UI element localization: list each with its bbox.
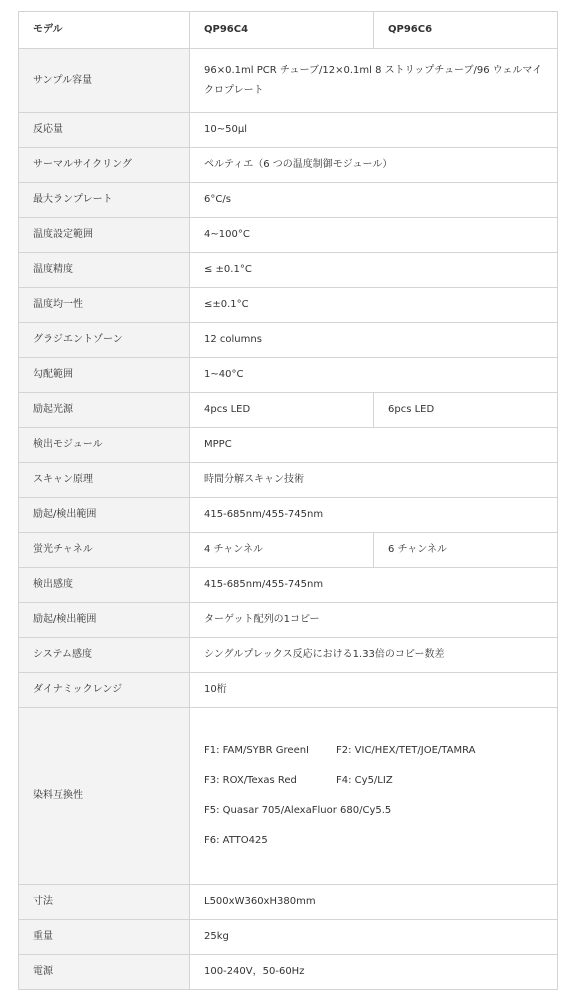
row-value: 10~50μl [190,113,558,148]
dye-line [204,831,557,851]
row-label: 温度設定範囲 [19,218,190,253]
table-row [19,463,558,498]
row-label: 電源 [19,955,190,990]
row-value: 10桁 [190,673,558,708]
table-row [19,638,558,673]
table-row [19,428,558,463]
header-label: モデル [19,12,190,49]
row-label: 励起光源 [19,393,190,428]
dye-entry: F5: Quasar 705/AlexaFluor 680/Cy5.5 [204,805,392,816]
table-row [19,920,558,955]
row-value: 100-240V，50-60Hz [190,955,558,990]
row-value: 96×0.1ml PCR チューブ/12×0.1ml 8 ストリップチューブ/96 ウェルマイクロプレート [190,49,558,113]
row-value: 12 columns [190,323,558,358]
table-row [19,253,558,288]
row-label: 蛍光チャネル [19,533,190,568]
model-header-c6: QP96C6 [374,12,558,49]
table-row [19,533,558,568]
row-value: L500xW360xH380mm [190,885,558,920]
row-value: ターゲット配列の1コピー [190,603,558,638]
row-label: 最大ランプレート [19,183,190,218]
table-row [19,955,558,990]
row-label: 温度精度 [19,253,190,288]
row-label: サーマルサイクリング [19,148,190,183]
table-row [19,673,558,708]
row-value: ≤±0.1°C [190,288,558,323]
table-row [19,113,558,148]
row-label: 検出モジュール [19,428,190,463]
row-label: 温度均一性 [19,288,190,323]
row-label: 寸法 [19,885,190,920]
table-row [19,49,558,113]
table-row [19,218,558,253]
table-row [19,568,558,603]
row-label: 重量 [19,920,190,955]
row-value: 1~40°C [190,358,558,393]
row-label: ダイナミックレンジ [19,673,190,708]
model-header-c4: QP96C4 [190,12,374,49]
row-label: サンプル容量 [19,49,190,113]
dye-entry: F2: VIC/HEX/TET/JOE/TAMRA [336,745,476,756]
table-row [19,393,558,428]
row-value: ≤ ±0.1°C [190,253,558,288]
dye-entry: F6: ATTO425 [204,835,268,846]
row-value: MPPC [190,428,558,463]
dye-entry: F4: Cy5/LIZ [336,775,393,786]
table-row [19,358,558,393]
row-value: 時間分解スキャン技術 [190,463,558,498]
table-row [19,708,558,885]
row-label: グラジエントゾーン [19,323,190,358]
table-row [19,498,558,533]
row-label: 反応量 [19,113,190,148]
dye-line [204,741,557,761]
dye-entry: F1: FAM/SYBR GreenI [204,745,310,756]
row-value: 25kg [190,920,558,955]
table-row [19,288,558,323]
table-row [19,323,558,358]
row-value: シングルプレックス反応における1.33倍のコピー数差 [190,638,558,673]
row-value-c6: 6pcs LED [374,393,558,428]
row-value: 415-685nm/455-745nm [190,568,558,603]
row-value-c6: 6 チャンネル [374,533,558,568]
dye-entry: F3: ROX/Texas Red [204,775,297,786]
table-header-row [19,12,558,49]
row-value: ペルティエ（6 つの温度制御モジュール） [190,148,558,183]
table-row [19,148,558,183]
row-value: 415-685nm/455-745nm [190,498,558,533]
row-label: 勾配範囲 [19,358,190,393]
table-row [19,603,558,638]
row-label: システム感度 [19,638,190,673]
row-value: 4~100°C [190,218,558,253]
row-label: 励起/検出範囲 [19,498,190,533]
row-value-c4: 4 チャンネル [190,533,374,568]
table-row [19,183,558,218]
table-row [19,885,558,920]
row-value: 6°C/s [190,183,558,218]
row-value-c4: 4pcs LED [190,393,374,428]
row-label: 励起/検出範囲 [19,603,190,638]
row-label: 染料互換性 [19,708,190,885]
row-label: スキャン原理 [19,463,190,498]
spec-table [18,11,558,990]
dye-line [204,801,557,821]
dye-compatibility-cell [190,708,558,885]
row-label: 検出感度 [19,568,190,603]
dye-line [204,771,557,791]
